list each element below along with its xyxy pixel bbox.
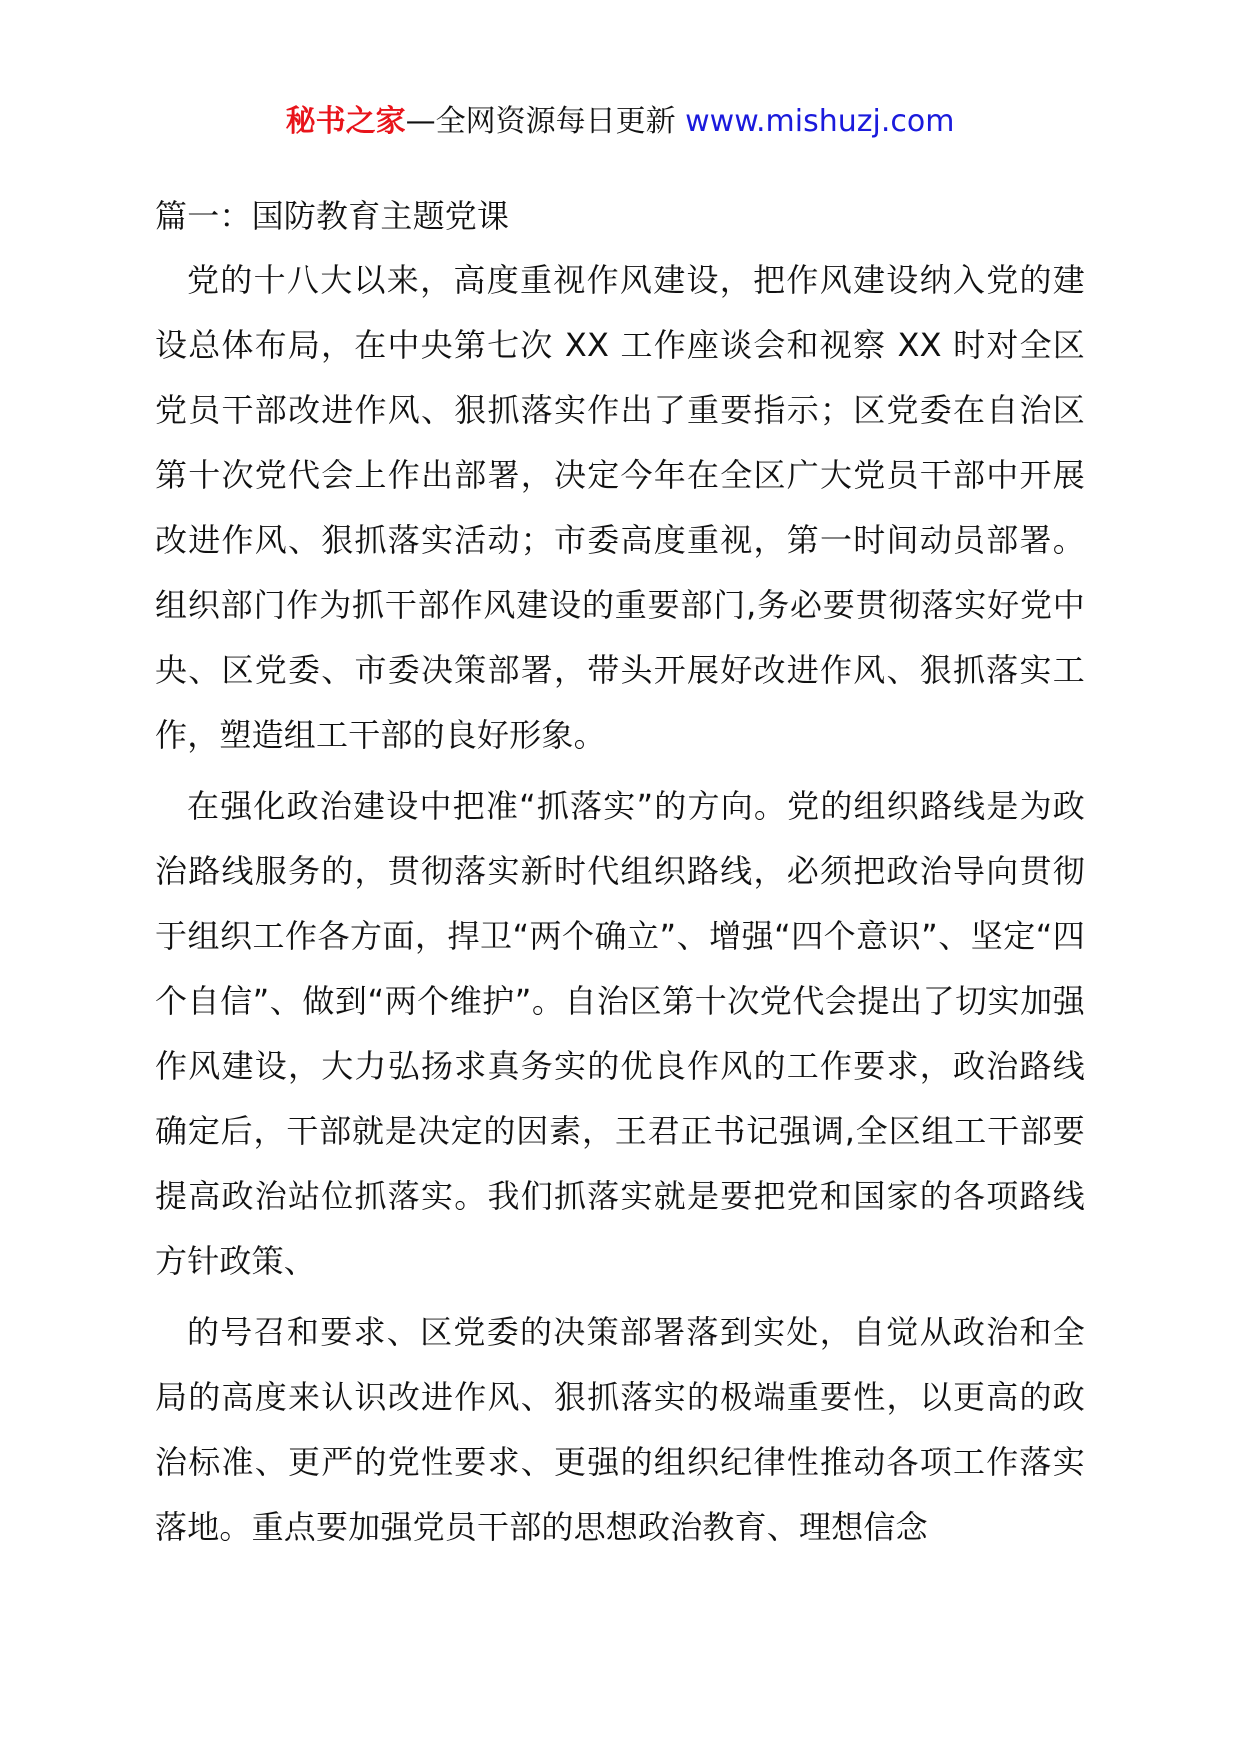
paragraph-2: 在强化政治建设中把准“抓落实”的方向。党的组织路线是为政治路线服务的，贯彻落实新时代组织路线，必须把政治导向贯彻于组织工作各方面，捍卫“两个确立”、增强“四个意识”、坚定“四个自信”、做到“两个维护”。自治区第十次党代会提出了切实加强作风建设，大力弘扬求真务实的优良作风的工作要求，政治路线确定后，干部就是决定的因素，王君正书记强调,全区组工干部要提高政治站位抓落实。我们抓落实就是要把党和国家的各项路线方针政策、 — [155, 787, 1085, 1280]
site-url: www.mishuzj.com — [685, 104, 955, 139]
document-body — [155, 190, 1085, 1560]
header-tagline: —全网资源每日更新 — [405, 104, 676, 139]
brand-name: 秘书之家 — [285, 104, 406, 139]
paragraph-1: 党的十八大以来，高度重视作风建设，把作风建设纳入党的建设总体布局，在中央第七次 XX 工作座谈会和视察 XX 时对全区党员干部改进作风、狠抓落实作出了重要指示；区党委在自治区第十次党代会上作出部署，决定今年在全区广大党员干部中开展改进作风、狠抓落实活动；市委高度重视，第一时间动员部署。组织部门作为抓干部作风建设的重要部门,务必要贯彻落实好党中央、区党委、市委决策部署，带头开展好改进作风、狠抓落实工作，塑造组工干部的良好形象。 — [155, 261, 1085, 754]
document-title: 篇一：国防教育主题党课 — [155, 197, 510, 235]
page-header — [0, 100, 1240, 144]
paragraph-3: 的号召和要求、区党委的决策部署落到实处，自觉从政治和全局的高度来认识改进作风、狠抓落实的极端重要性，以更高的政治标准、更严的党性要求、更强的组织纪律性推动各项工作落实落地。重点要加强党员干部的思想政治教育、理想信念 — [155, 1313, 1085, 1546]
